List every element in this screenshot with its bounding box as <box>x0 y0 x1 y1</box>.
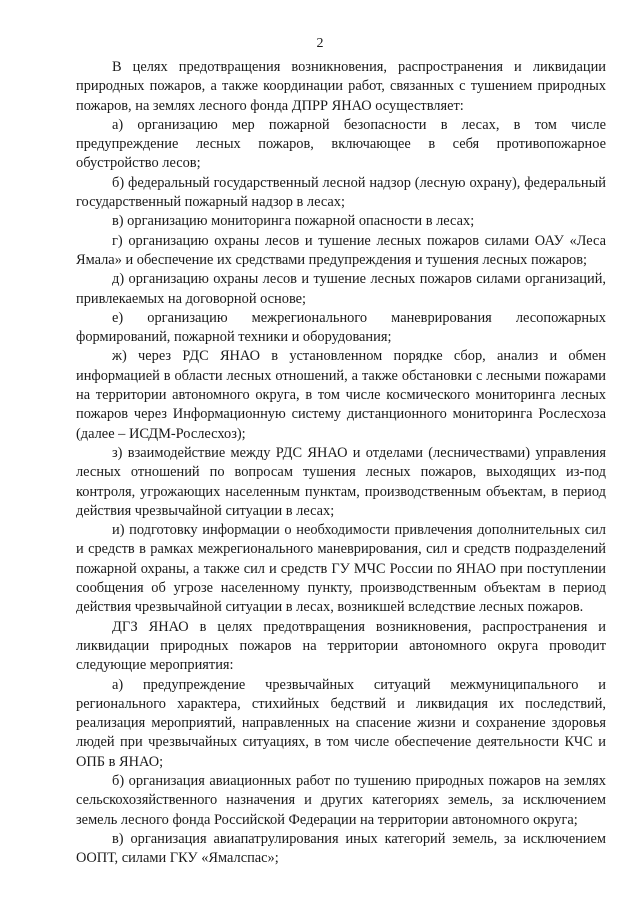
paragraph-intro-dgz: ДГЗ ЯНАО в целях предотвращения возникновения, распространения и ликвидации природных пожаров на территории автономного округа проводит следующие мероприятия: <box>76 618 606 674</box>
list-item-b: б) федеральный государственный лесной надзор (лесную охрану), федеральный государственный пожарный надзор в лесах; <box>76 174 606 211</box>
list-item-d: д) организацию охраны лесов и тушение лесных пожаров силами организаций, привлекаемых на договорной основе; <box>76 271 606 307</box>
list-item-z: з) взаимодействие между РДС ЯНАО и отделами (лесничествами) управления лесных отношений по вопросам тушения лесных пожаров, выходящих из-под контроля, угрожающих населенным пунктам, производственным объектам, в период действия чрезвычайной ситуации в лесах; <box>76 444 606 519</box>
list-item-e: е) организацию межрегионального маневрирования лесопожарных формирований, пожарной техники и оборудования; <box>76 309 606 346</box>
list-item-g: г) организацию охраны лесов и тушение лесных пожаров силами ОАУ «Леса Ямала» и обеспечение их средствами предупреждения и тушения лесных пожаров; <box>76 232 606 268</box>
list-item-a: а) организацию мер пожарной безопасности в лесах, в том числе предупреждение лесных пожаров, включающее в себя противопожарное обустройство лесов; <box>76 116 606 172</box>
list-item-i: и) подготовку информации о необходимости привлечения дополнительных сил и средств в рамках межрегионального маневрирования, сил и средств подразделений пожарной охраны, а также сил и средств ГУ МЧС России по ЯНАО при поступлении сообщения об угрозе населенному пункту, производственным объектам в период действия чрезвычайной ситуации в лесах, возникшей вследствие лесных пожаров. <box>76 522 606 616</box>
paragraph-intro-dprr: В целях предотвращения возникновения, распространения и ликвидации природных пожаров, а также координации работ, связанных с тушением природных пожаров, на землях лесного фонда ДПРР ЯНАО осуществляет: <box>76 59 606 114</box>
list-item-b-dgz: б) организация авиационных работ по тушению природных пожаров на землях сельскохозяйственного назначения и других категориях земель, за исключением земель лесного фонда Российской Федерации на территории автономного округа; <box>76 772 606 828</box>
document-body <box>76 58 606 868</box>
list-item-zh: ж) через РДС ЯНАО в установленном порядке сбор, анализ и обмен информацией в области лесных отношений, а также обстановки с лесными пожарами на территории автономного округа, в том числе космического мониторинга лесных пожаров через Информационную систему дистанционного мониторинга Рослесхоза (далее – ИСДМ-Рослесхоз); <box>76 348 606 442</box>
list-item-v: в) организацию мониторинга пожарной опасности в лесах; <box>112 213 475 230</box>
list-item-v-dgz: в) организация авиапатрулирования иных категорий земель, за исключением ООПТ, силами ГКУ «Ямалспас»; <box>76 830 606 867</box>
list-item-a-dgz: а) предупреждение чрезвычайных ситуаций межмуниципального и регионального характера, стихийных бедствий и ликвидация их последствий, реализация мероприятий, направленных на спасение жизни и сохранение здоровья людей при чрезвычайных ситуациях, в том числе обеспечение деятельности КЧС и ОПБ в ЯНАО; <box>76 676 606 770</box>
page-number: 2 <box>316 36 324 51</box>
